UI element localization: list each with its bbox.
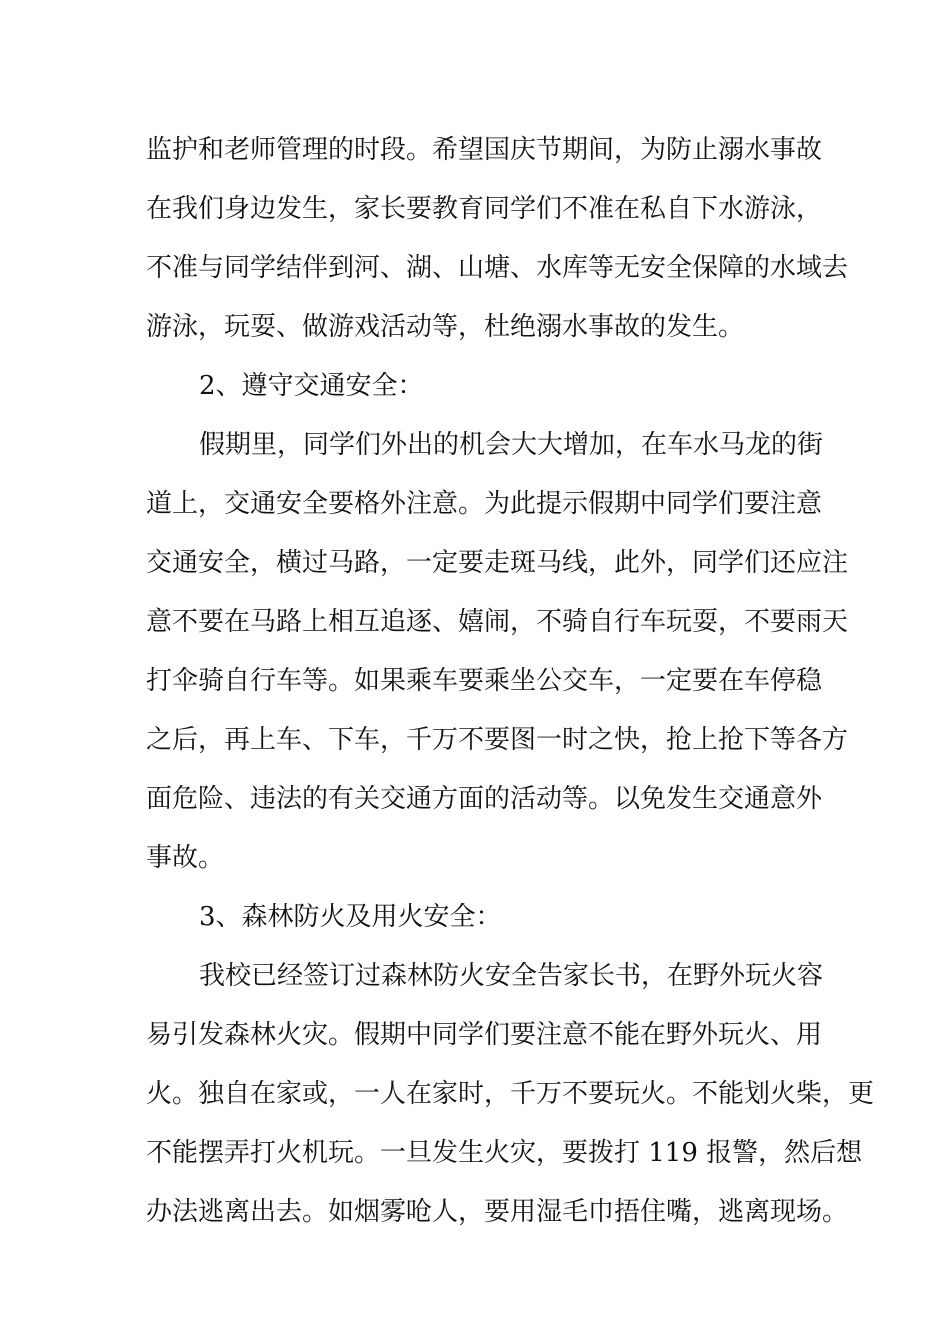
- body-text-line: 易引发森林火灾。假期中同学们要注意不能在野外玩火、用: [146, 1020, 823, 1050]
- body-text-line: 在我们身边发生，家长要教育同学们不准在私自下水游泳，: [146, 194, 823, 224]
- body-text-line: 不准与同学结伴到河、湖、山塘、水库等无安全保障的水域去: [146, 253, 849, 283]
- body-text-line: 火。独自在家或，一人在家时，千万不要玩火。不能划火柴，更: [146, 1079, 875, 1109]
- body-text-line: 交通安全，横过马路，一定要走斑马线，此外，同学们还应注: [146, 548, 849, 578]
- section-heading-traffic-safety: 2、遵守交通安全：: [199, 371, 424, 401]
- body-text-line: 不能摆弄打火机玩。一旦发生火灾，要拨打 119 报警，然后想: [146, 1138, 863, 1168]
- body-text-line: 道上，交通安全要格外注意。为此提示假期中同学们要注意: [146, 489, 823, 519]
- section-heading-fire-safety: 3、森林防火及用火安全：: [199, 902, 502, 932]
- body-text-line: 监护和老师管理的时段。希望国庆节期间，为防止溺水事故: [146, 135, 823, 165]
- body-text-line: 事故。: [146, 843, 225, 873]
- body-text-line: 意不要在马路上相互追逐、嬉闹，不骑自行车玩耍，不要雨天: [146, 607, 849, 637]
- body-text-line: 假期里，同学们外出的机会大大增加，在车水马龙的街: [199, 430, 824, 460]
- body-text-line: 打伞骑自行车等。如果乘车要乘坐公交车，一定要在车停稳: [146, 666, 823, 696]
- body-text-line: 我校已经签订过森林防火安全告家长书，在野外玩火容: [199, 961, 824, 991]
- body-text-line: 办法逃离出去。如烟雾呛人，要用湿毛巾捂住嘴，逃离现场。: [146, 1197, 849, 1227]
- body-text-line: 游泳，玩耍、做游戏活动等，杜绝溺水事故的发生。: [146, 312, 745, 342]
- body-text-line: 面危险、违法的有关交通方面的活动等。以免发生交通意外: [146, 784, 823, 814]
- body-text-line: 之后，再上车、下车，千万不要图一时之快，抢上抢下等各方: [146, 725, 849, 755]
